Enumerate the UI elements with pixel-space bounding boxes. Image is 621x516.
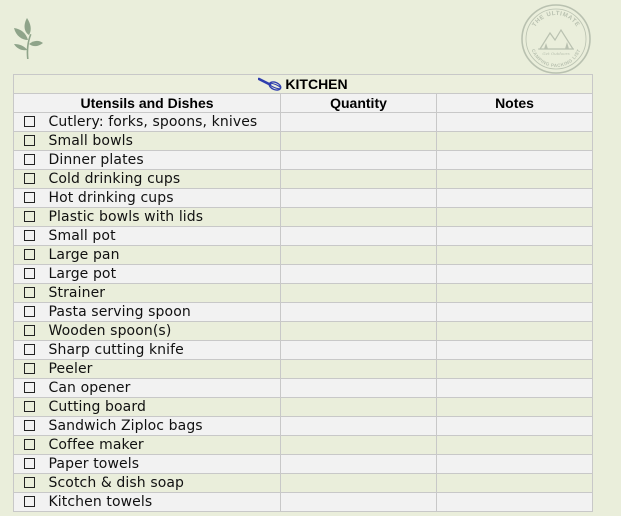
item-label: Peeler	[45, 359, 281, 378]
item-label: Small pot	[45, 226, 281, 245]
section-title	[14, 75, 593, 94]
packing-list-table	[13, 74, 593, 512]
notes-cell[interactable]	[437, 150, 593, 169]
quantity-cell[interactable]	[281, 226, 437, 245]
notes-cell[interactable]	[437, 340, 593, 359]
item-label: Wooden spoon(s)	[45, 321, 281, 340]
quantity-cell[interactable]	[281, 302, 437, 321]
column-header-row	[14, 93, 593, 112]
quantity-cell[interactable]	[281, 112, 437, 131]
quantity-cell[interactable]	[281, 359, 437, 378]
column-header-items: Utensils and Dishes	[14, 93, 281, 112]
item-label: Cold drinking cups	[45, 169, 281, 188]
table-row	[14, 378, 593, 397]
table-row	[14, 188, 593, 207]
checkbox[interactable]	[24, 382, 35, 393]
notes-cell[interactable]	[437, 492, 593, 511]
svg-text:THE ULTIMATE	[532, 11, 581, 28]
seal-bottom-text: CAMPING PACKING LIST	[530, 48, 582, 69]
notes-cell[interactable]	[437, 359, 593, 378]
quantity-cell[interactable]	[281, 454, 437, 473]
checkbox-cell	[14, 226, 45, 245]
checkbox-cell	[14, 245, 45, 264]
quantity-cell[interactable]	[281, 321, 437, 340]
item-label: Can opener	[45, 378, 281, 397]
whisk-icon	[258, 77, 282, 91]
notes-cell[interactable]	[437, 245, 593, 264]
checkbox[interactable]	[24, 230, 35, 241]
quantity-cell[interactable]	[281, 283, 437, 302]
table-row	[14, 283, 593, 302]
item-label: Small bowls	[45, 131, 281, 150]
item-label: Sandwich Ziploc bags	[45, 416, 281, 435]
column-header-notes: Notes	[437, 93, 593, 112]
checkbox[interactable]	[24, 439, 35, 450]
section-title-row	[14, 75, 593, 94]
quantity-cell[interactable]	[281, 169, 437, 188]
item-label: Dinner plates	[45, 150, 281, 169]
notes-cell[interactable]	[437, 283, 593, 302]
table-row	[14, 321, 593, 340]
checkbox-cell	[14, 264, 45, 283]
notes-cell[interactable]	[437, 416, 593, 435]
table-row	[14, 112, 593, 131]
notes-cell[interactable]	[437, 435, 593, 454]
checkbox[interactable]	[24, 211, 35, 222]
checkbox[interactable]	[24, 268, 35, 279]
notes-cell[interactable]	[437, 226, 593, 245]
quantity-cell[interactable]	[281, 397, 437, 416]
checkbox-cell	[14, 454, 45, 473]
checkbox[interactable]	[24, 154, 35, 165]
notes-cell[interactable]	[437, 397, 593, 416]
quantity-cell[interactable]	[281, 264, 437, 283]
notes-cell[interactable]	[437, 454, 593, 473]
checkbox[interactable]	[24, 249, 35, 260]
checkbox-cell	[14, 283, 45, 302]
notes-cell[interactable]	[437, 169, 593, 188]
checkbox[interactable]	[24, 344, 35, 355]
item-label: Cutlery: forks, spoons, knives	[45, 112, 281, 131]
seal-top-text: THE ULTIMATE	[531, 10, 581, 29]
checkbox-cell	[14, 302, 45, 321]
item-label: Large pot	[45, 264, 281, 283]
checkbox-cell	[14, 416, 45, 435]
table-row	[14, 473, 593, 492]
checkbox-cell	[14, 207, 45, 226]
table-row	[14, 264, 593, 283]
table-row	[14, 359, 593, 378]
table-row	[14, 302, 593, 321]
quantity-cell[interactable]	[281, 245, 437, 264]
quantity-cell[interactable]	[281, 340, 437, 359]
checkbox[interactable]	[24, 325, 35, 336]
item-label: Coffee maker	[45, 435, 281, 454]
notes-cell[interactable]	[437, 378, 593, 397]
checkbox-cell	[14, 473, 45, 492]
notes-cell[interactable]	[437, 188, 593, 207]
table-row	[14, 150, 593, 169]
checkbox[interactable]	[24, 420, 35, 431]
camping-seal-icon	[520, 3, 592, 75]
table-row	[14, 226, 593, 245]
checkbox-cell	[14, 131, 45, 150]
checkbox[interactable]	[24, 306, 35, 317]
column-header-quantity: Quantity	[281, 93, 437, 112]
checkbox[interactable]	[24, 496, 35, 507]
table-row	[14, 435, 593, 454]
notes-cell[interactable]	[437, 112, 593, 131]
checkbox[interactable]	[24, 363, 35, 374]
checkbox-cell	[14, 150, 45, 169]
quantity-cell[interactable]	[281, 378, 437, 397]
leaf-sprig-icon	[10, 16, 44, 60]
item-label: Pasta serving spoon	[45, 302, 281, 321]
quantity-cell[interactable]	[281, 188, 437, 207]
checkbox[interactable]	[24, 192, 35, 203]
checkbox-cell	[14, 188, 45, 207]
item-label: Plastic bowls with lids	[45, 207, 281, 226]
checkbox[interactable]	[24, 477, 35, 488]
notes-cell[interactable]	[437, 207, 593, 226]
item-label: Paper towels	[45, 454, 281, 473]
table-row	[14, 207, 593, 226]
checkbox[interactable]	[24, 135, 35, 146]
checkbox[interactable]	[24, 401, 35, 412]
notes-cell[interactable]	[437, 302, 593, 321]
quantity-cell[interactable]	[281, 473, 437, 492]
checkbox-cell	[14, 378, 45, 397]
notes-cell[interactable]	[437, 473, 593, 492]
checkbox-cell	[14, 492, 45, 511]
quantity-cell[interactable]	[281, 492, 437, 511]
checkbox-cell	[14, 397, 45, 416]
checkbox-cell	[14, 169, 45, 188]
quantity-cell[interactable]	[281, 150, 437, 169]
quantity-cell[interactable]	[281, 416, 437, 435]
section-title-text: KITCHEN	[285, 75, 348, 92]
item-label: Hot drinking cups	[45, 188, 281, 207]
notes-cell[interactable]	[437, 264, 593, 283]
item-label: Scotch & dish soap	[45, 473, 281, 492]
item-label: Cutting board	[45, 397, 281, 416]
checkbox-cell	[14, 435, 45, 454]
quantity-cell[interactable]	[281, 435, 437, 454]
checkbox-cell	[14, 359, 45, 378]
checkbox[interactable]	[24, 287, 35, 298]
item-label: Large pan	[45, 245, 281, 264]
item-label: Kitchen towels	[45, 492, 281, 511]
table-row	[14, 169, 593, 188]
checkbox-cell	[14, 112, 45, 131]
checkbox[interactable]	[24, 116, 35, 127]
quantity-cell[interactable]	[281, 207, 437, 226]
table-row	[14, 492, 593, 511]
seal-center-text: Get Outdoors	[542, 51, 570, 56]
checkbox[interactable]	[24, 173, 35, 184]
checkbox-cell	[14, 340, 45, 359]
table-row	[14, 454, 593, 473]
notes-cell[interactable]	[437, 131, 593, 150]
checkbox[interactable]	[24, 458, 35, 469]
checkbox-cell	[14, 321, 45, 340]
table-row	[14, 340, 593, 359]
table-row	[14, 131, 593, 150]
item-label: Sharp cutting knife	[45, 340, 281, 359]
quantity-cell[interactable]	[281, 131, 437, 150]
item-label: Strainer	[45, 283, 281, 302]
notes-cell[interactable]	[437, 321, 593, 340]
table-row	[14, 397, 593, 416]
table-row	[14, 245, 593, 264]
table-row	[14, 416, 593, 435]
